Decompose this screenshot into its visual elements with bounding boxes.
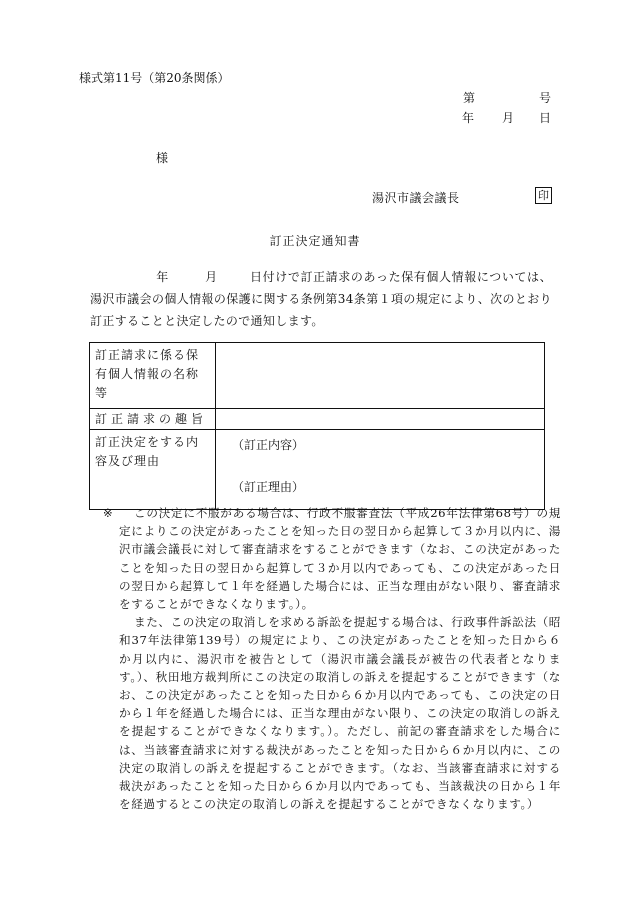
number-prefix: 第 [463, 91, 476, 105]
row-label: 訂正決定をする内容及び理由 [90, 430, 216, 510]
body-text: 日付けで訂正請求のあった保有個人情報については、湯沢市議会の個人情報の保護に関する条例第34条第１項の規定により、次のとおり訂正することと決定したので通知します。 [90, 270, 552, 328]
date-month: 月 [502, 111, 515, 125]
row-value [216, 409, 545, 430]
table-row [90, 430, 545, 510]
table-row [90, 343, 545, 409]
notes-section [103, 504, 561, 813]
note-mark: ※ [103, 506, 113, 520]
correction-content-label: （訂正内容） [232, 438, 305, 452]
recipient-honorific: 様 [156, 151, 169, 165]
body-paragraph [90, 266, 552, 332]
form-number: 様式第11号（第20条関係） [79, 71, 230, 85]
date-year: 年 [462, 111, 475, 125]
row-label: 訂正請求に係る保有個人情報の名称等 [90, 343, 216, 409]
row-value [216, 343, 545, 409]
table-row [90, 409, 545, 430]
number-suffix: 号 [538, 91, 551, 105]
info-table [89, 342, 545, 510]
document-title: 訂正決定通知書 [269, 234, 361, 248]
note-paragraph: また、この決定の取消しを求める訴訟を提起する場合は、行政事件訴訟法（昭和37年法律第139号）の規定により、この決定があったことを知った日から６か月以内に、湯沢市を被告として（湯沢市議会議長が被告の代表者となります。）、秋田地方裁判所にこの決定の取消しの訴えを提起することができます（なお、この決定があったことを知った日から６か月以内であっても、この決定の日から１年を経過した場合には、正当な理由がない限り、この決定の取消しの訴えを提起することができなくなります。）。ただし、前記の審査請求をした場合には、当該審査請求に対する裁決があったことを知った日から６か月以内に、この決定の取消しの訴えを提起することができます。（なお、当該審査請求に対する裁決があったことを知った日から６か月以内であっても、当該裁決の日から１年を経過するとこの決定の取消しの訴えを提起することができなくなります。） [119, 615, 561, 812]
correction-reason-label: （訂正理由） [232, 480, 305, 494]
date-day: 日 [538, 111, 551, 125]
body-month: 月 [204, 270, 218, 284]
row-label: 訂正請求の趣旨 [90, 409, 216, 430]
seal-mark: 印 [535, 187, 552, 204]
row-value [216, 430, 545, 510]
note-paragraph: この決定に不服がある場合は、行政不服審査法（平成26年法律第68号）の規定によりこの決定があったことを知った日の翌日から起算して３か月以内に、湯沢市議会議長に対して審査請求をすることができます（なお、この決定があったことを知った日の翌日から起算して３か月以内であっても、この決定があった日の翌日から起算して１年を経過した場合には、正当な理由がない限り、審査請求をすることができなくなります。）。 [119, 506, 561, 612]
body-year: 年 [156, 270, 169, 284]
sender-name: 湯沢市議会議長 [372, 191, 460, 205]
